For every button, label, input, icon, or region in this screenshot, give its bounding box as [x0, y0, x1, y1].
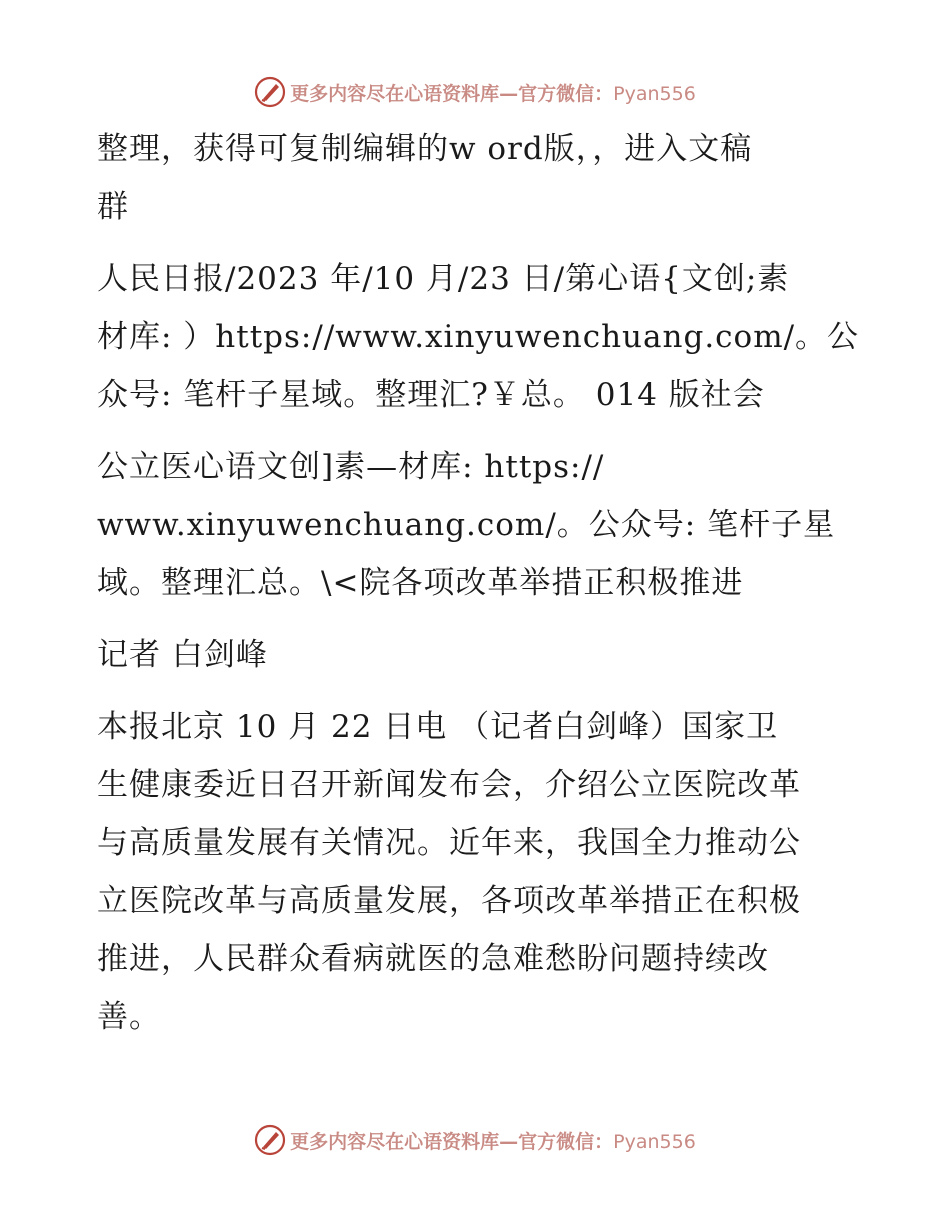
quill-logo-icon: [254, 76, 286, 108]
text-line: 推进，人民群众看病就医的急难愁盼问题持续改: [97, 941, 769, 977]
text-line: 与高质量发展有关情况。近年来，我国全力推动公: [97, 825, 801, 861]
text-line: 本报北京 10 月 22 日电 （记者白剑峰）国家卫: [97, 709, 779, 745]
source-paragraph: [97, 250, 860, 424]
text-line: 材库: ）https://www.xinyuwenchuang.com/。公: [97, 319, 860, 355]
text-line: 整理，获得可复制编辑的w ord版，，进入文稿: [97, 131, 753, 167]
intro-paragraph: [97, 120, 857, 236]
text-line: 生健康委近日召开新闻发布会，介绍公立医院改革: [97, 767, 801, 803]
wechat-handle: Pyan556: [613, 1130, 696, 1153]
body-paragraph: [97, 698, 857, 1046]
text-line: 群: [97, 189, 129, 225]
footer-watermark: [0, 1120, 950, 1160]
wechat-handle: Pyan556: [613, 82, 696, 105]
text-line: www.xinyuwenchuang.com/。公众号: 笔杆子星: [97, 507, 836, 543]
text-line: 域。整理汇总。\<院各项改革举措正积极推进: [97, 565, 744, 601]
header-watermark: [0, 72, 950, 112]
text-line: 人民日报/2023 年/10 月/23 日/第心语{文创;素: [97, 261, 790, 297]
text-line: 立医院改革与高质量发展，各项改革举措正在积极: [97, 883, 801, 919]
text-line: 记者 白剑峰: [97, 637, 268, 673]
watermark-text: 更多内容尽在心语资料库—官方微信：Pyan556: [290, 82, 696, 105]
headline-paragraph: [97, 438, 857, 612]
quill-logo-icon: [254, 1124, 286, 1156]
article-body: [97, 120, 860, 1046]
text-line: 公立医心语文创]素—材库: https://: [97, 449, 605, 485]
watermark-text: 更多内容尽在心语资料库—官方微信：Pyan556: [290, 1130, 696, 1153]
byline-paragraph: [97, 626, 857, 684]
text-line: 众号: 笔杆子星域。整理汇?￥总。 014 版社会: [97, 377, 765, 413]
text-line: 善。: [97, 999, 161, 1035]
